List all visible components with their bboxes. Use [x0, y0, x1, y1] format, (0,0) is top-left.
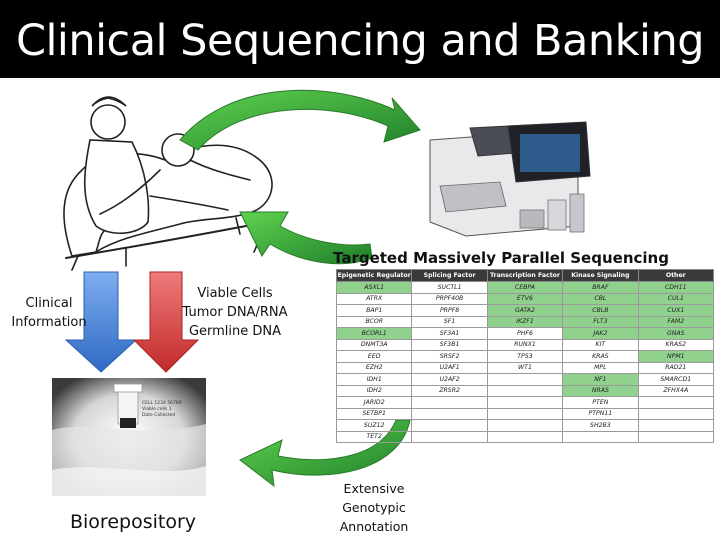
table-row: [337, 362, 714, 374]
gene-cell: [412, 431, 487, 443]
gene-cell: CBL: [563, 293, 638, 305]
gene-cell: [487, 420, 562, 432]
gene-cell: CUL1: [638, 293, 713, 305]
gene-cell: RAD21: [638, 362, 713, 374]
gene-cell: [638, 431, 713, 443]
gene-cell: SH2B3: [563, 420, 638, 432]
gene-cell: TET2: [337, 431, 412, 443]
gene-table-header-row: [337, 270, 714, 282]
gene-cell: [412, 397, 487, 409]
table-row: [337, 339, 714, 351]
gene-cell: MPL: [563, 362, 638, 374]
viable-cells-line-1: Viable Cells: [197, 286, 273, 301]
gene-cell: [638, 420, 713, 432]
clinical-information-label: [4, 294, 94, 332]
gene-cell: DNMT3A: [337, 339, 412, 351]
gene-cell: BRAF: [563, 282, 638, 294]
gene-cell: NF1: [563, 374, 638, 386]
gene-cell: PRPF8: [412, 305, 487, 317]
gene-table-body: [337, 282, 714, 443]
gene-cell: SMARCD1: [638, 374, 713, 386]
gene-cell: KRAS2: [638, 339, 713, 351]
gene-cell: CEBPA: [487, 282, 562, 294]
gene-cell: PTPN11: [563, 408, 638, 420]
gene-cell: IDH2: [337, 385, 412, 397]
biorepository-photo: [52, 378, 206, 496]
gene-table-header: Transcription Factor: [487, 270, 562, 282]
gene-cell: SUZ12: [337, 420, 412, 432]
table-row: [337, 420, 714, 432]
targeted-sequencing-label: Targeted Massively Parallel Sequencing: [333, 249, 669, 267]
gene-cell: BAP1: [337, 305, 412, 317]
gene-cell: TP53: [487, 351, 562, 363]
gene-table-header: Other: [638, 270, 713, 282]
gene-cell: ZFHX4A: [638, 385, 713, 397]
table-row: [337, 305, 714, 317]
gene-cell: KIT: [563, 339, 638, 351]
gene-cell: CUX1: [638, 305, 713, 317]
gene-cell: BCORL1: [337, 328, 412, 340]
gene-cell: WT1: [487, 362, 562, 374]
gene-cell: NPM1: [638, 351, 713, 363]
gene-cell: SF3A1: [412, 328, 487, 340]
gene-cell: GATA2: [487, 305, 562, 317]
clinical-information-line-2: Information: [11, 315, 87, 330]
gene-cell: ASXL1: [337, 282, 412, 294]
gene-cell: KRAS: [563, 351, 638, 363]
extensive-annotation-line-1: Extensive: [343, 481, 405, 496]
gene-cell: IKZF1: [487, 316, 562, 328]
gene-cell: SUCTL1: [412, 282, 487, 294]
viable-cells-line-3: Germline DNA: [188, 324, 282, 339]
gene-cell: FAM2: [638, 316, 713, 328]
gene-cell: CDH11: [638, 282, 713, 294]
table-row: [337, 431, 714, 443]
gene-cell: SRSF2: [412, 351, 487, 363]
gene-table-header: Splicing Factor: [412, 270, 487, 282]
gene-panel-table: [336, 269, 714, 443]
sequencer-machine: [430, 122, 590, 236]
gene-table-header: Kinase Signaling: [563, 270, 638, 282]
gene-cell: [638, 408, 713, 420]
clinical-information-line-1: Clinical: [25, 296, 73, 311]
gene-cell: SETBP1: [337, 408, 412, 420]
gene-cell: GNAS: [638, 328, 713, 340]
gene-cell: [487, 385, 562, 397]
gene-cell: CBLB: [563, 305, 638, 317]
extensive-annotation-line-2: Genotypic: [342, 500, 406, 515]
table-row: [337, 385, 714, 397]
gene-cell: PTEN: [563, 397, 638, 409]
gene-cell: EZH2: [337, 362, 412, 374]
gene-cell: [487, 374, 562, 386]
table-row: [337, 408, 714, 420]
vial-label-line-1: CELL 1234 56789: [142, 401, 182, 406]
extensive-annotation-label: [326, 479, 422, 536]
gene-table-header: Epigenetic Regulator: [337, 270, 412, 282]
viable-cells-line-2: Tumor DNA/RNA: [182, 305, 288, 320]
gene-cell: JAK2: [563, 328, 638, 340]
gene-cell: FLT3: [563, 316, 638, 328]
table-row: [337, 397, 714, 409]
table-row: [337, 328, 714, 340]
gene-cell: [638, 397, 713, 409]
gene-cell: [412, 420, 487, 432]
gene-cell: ATRX: [337, 293, 412, 305]
top-curved-arrow: [180, 90, 420, 150]
gene-cell: [412, 408, 487, 420]
gene-cell: SF3B1: [412, 339, 487, 351]
gene-cell: JARID2: [337, 397, 412, 409]
gene-cell: [487, 397, 562, 409]
gene-cell: SF1: [412, 316, 487, 328]
slide-title: Clinical Sequencing and Banking: [15, 16, 705, 66]
table-row: [337, 351, 714, 363]
gene-cell: U2AF2: [412, 374, 487, 386]
gene-cell: [487, 431, 562, 443]
vial-label-line-2: Viable cells 1: [142, 407, 172, 412]
gene-cell: EED: [337, 351, 412, 363]
gene-cell: PRPF40B: [412, 293, 487, 305]
gene-cell: BCOR: [337, 316, 412, 328]
patient-nurse-illustration: [64, 97, 272, 270]
vial-label-line-3: Date Collected: [142, 413, 176, 418]
gene-cell: NRAS: [563, 385, 638, 397]
gene-cell: ETV6: [487, 293, 562, 305]
gene-cell: RUNX1: [487, 339, 562, 351]
table-row: [337, 293, 714, 305]
table-row: [337, 282, 714, 294]
table-row: [337, 374, 714, 386]
viable-cells-label: [170, 284, 300, 341]
gene-cell: [487, 408, 562, 420]
biorepository-label: Biorepository: [69, 511, 196, 533]
gene-cell: U2AF1: [412, 362, 487, 374]
gene-cell: IDH1: [337, 374, 412, 386]
gene-cell: ZRSR2: [412, 385, 487, 397]
gene-cell: [563, 431, 638, 443]
table-row: [337, 316, 714, 328]
gene-cell: PHF6: [487, 328, 562, 340]
extensive-annotation-line-3: Annotation: [339, 519, 409, 534]
